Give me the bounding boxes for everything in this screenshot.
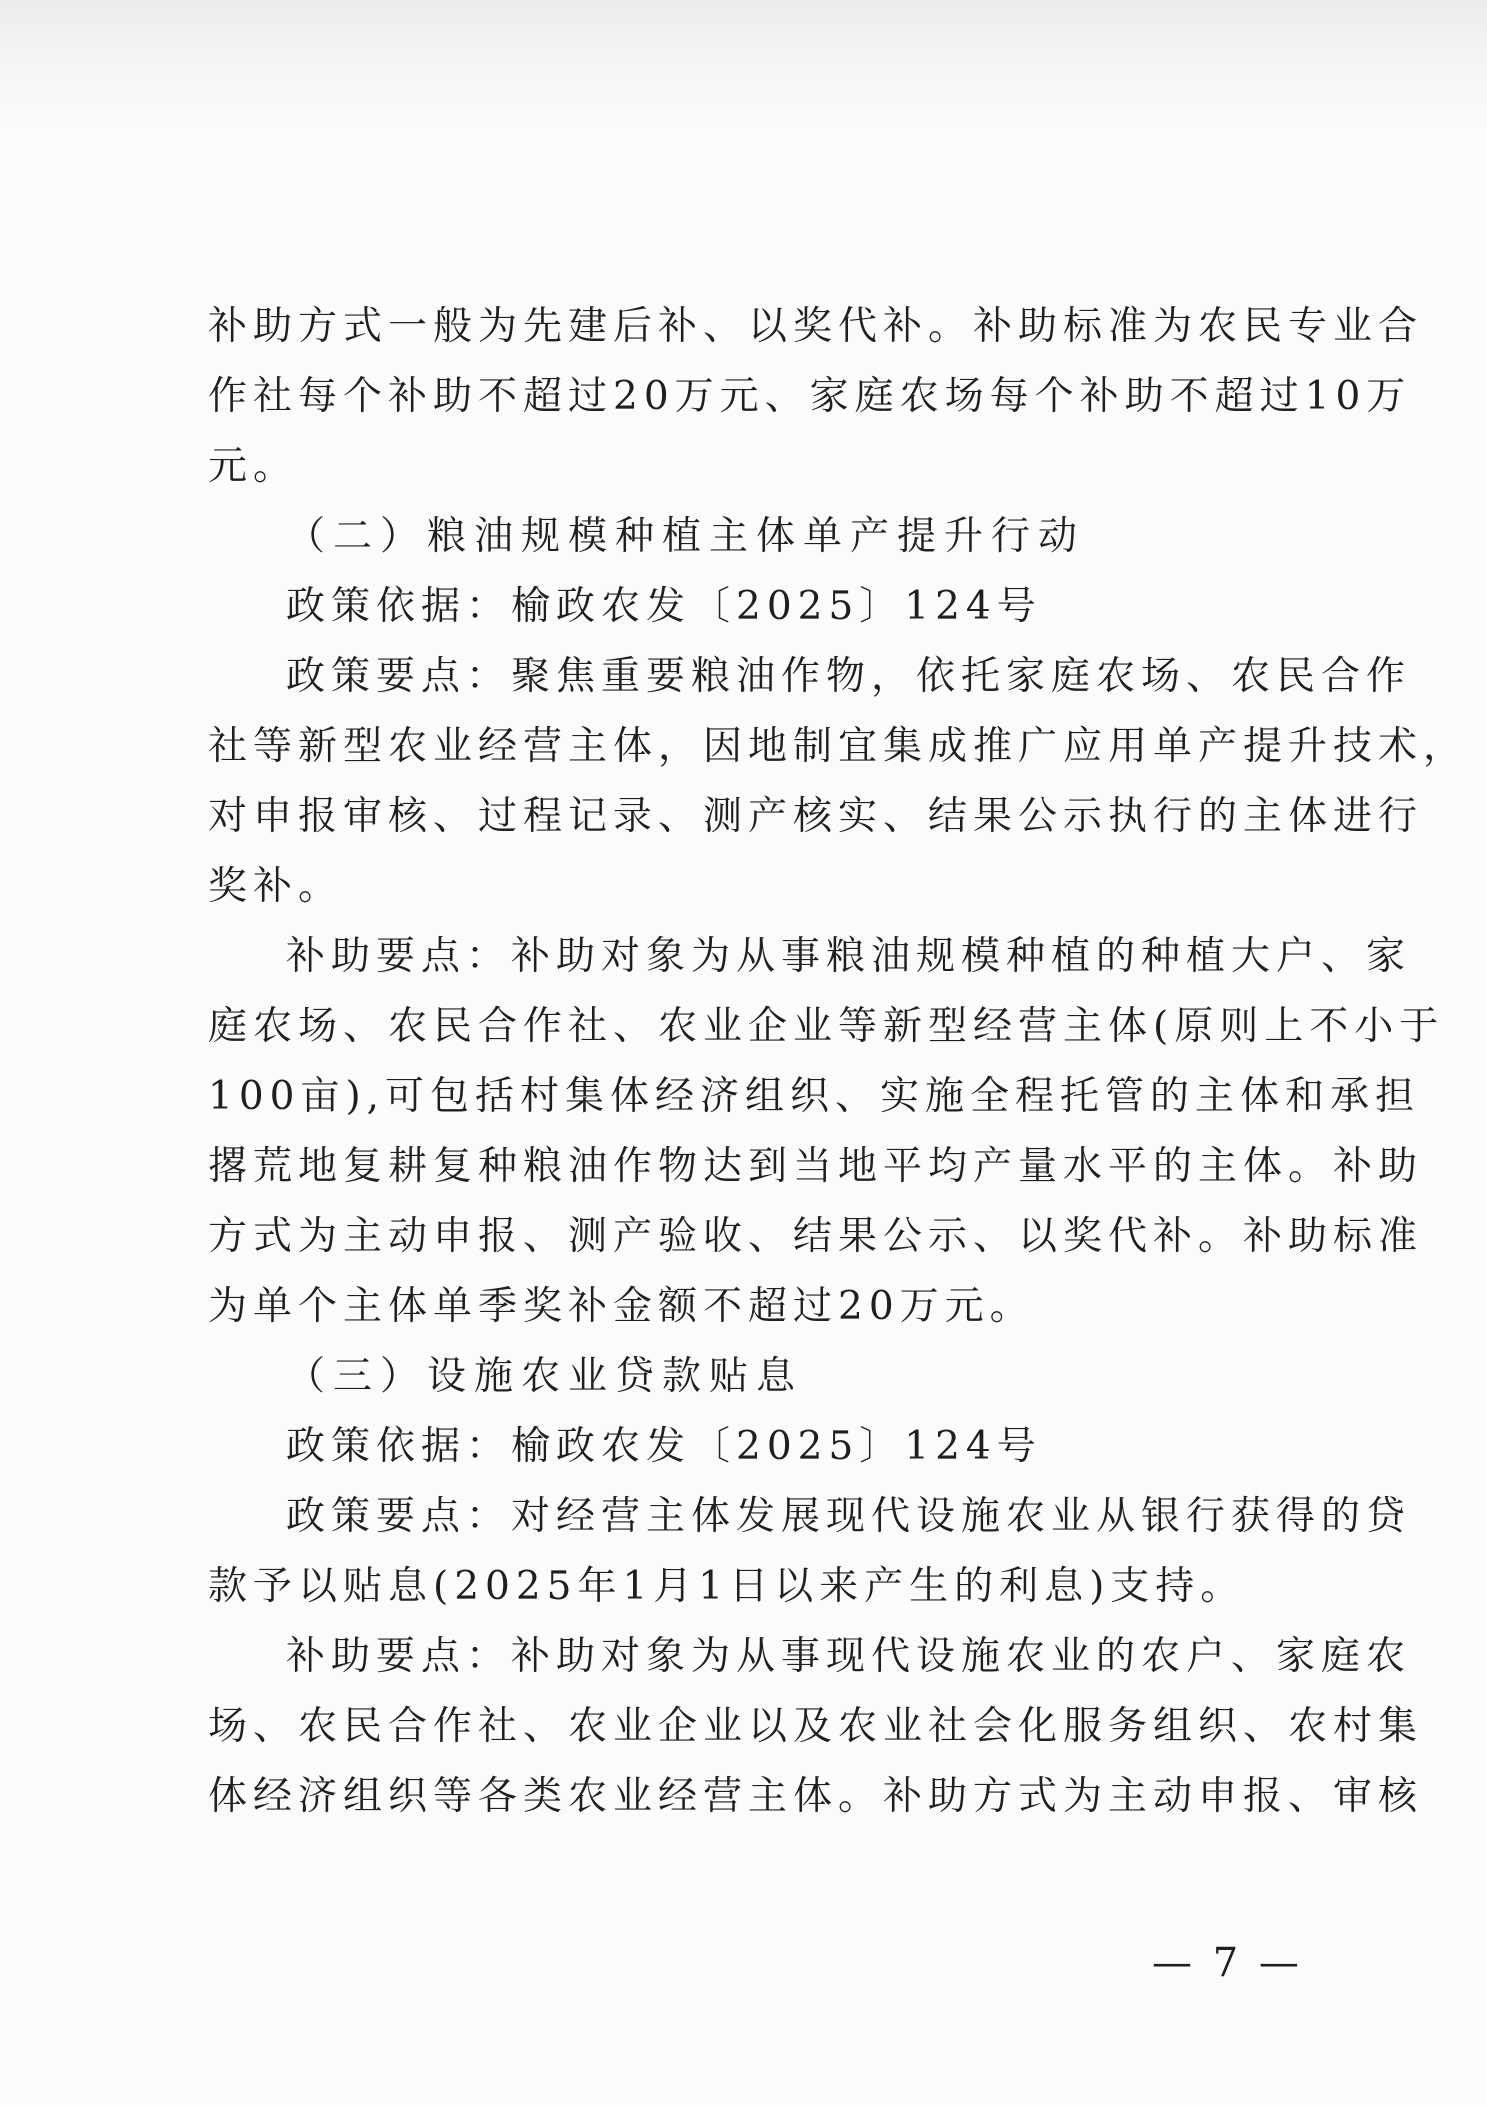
paragraph-line: 社等新型农业经营主体，因地制宜集成推广应用单产提升技术，	[208, 724, 1469, 769]
section-heading: （三）设施农业贷款贴息	[286, 1354, 804, 1399]
paragraph-line: 场、农民合作社、农业企业以及农业社会化服务组织、农村集	[208, 1704, 1424, 1749]
paragraph-line: 元。	[208, 444, 299, 489]
paragraph-line: 补助方式一般为先建后补、以奖代补。补助标准为农民专业合	[208, 304, 1424, 349]
paragraph-line: 撂荒地复耕复种粮油作物达到当地平均产量水平的主体。补助	[208, 1144, 1424, 1189]
paragraph-line: 政策要点：对经营主体发展现代设施农业从银行获得的贷	[286, 1494, 1412, 1539]
scan-shadow	[0, 0, 1487, 130]
policy-basis: 政策依据：榆政农发〔2025〕124号	[286, 584, 1042, 629]
paragraph-line: 100亩),可包括村集体经济组织、实施全程托管的主体和承担	[208, 1074, 1421, 1119]
document-body	[208, 292, 1469, 1832]
paragraph-line: 作社每个补助不超过20万元、家庭农场每个补助不超过10万	[208, 374, 1412, 419]
paragraph-line: 款予以贴息(2025年1月1日以来产生的利息)支持。	[208, 1564, 1246, 1609]
paragraph-line: 体经济组织等各类农业经营主体。补助方式为主动申报、审核	[208, 1774, 1424, 1819]
section-heading: （二）粮油规模种植主体单产提升行动	[286, 514, 1086, 559]
paragraph-line: 庭农场、农民合作社、农业企业等新型经营主体(原则上不小于	[208, 1004, 1445, 1049]
paragraph-line: 方式为主动申报、测产验收、结果公示、以奖代补。补助标准	[208, 1214, 1424, 1259]
paragraph-line: 奖补。	[208, 864, 344, 909]
paragraph-line: 补助要点：补助对象为从事现代设施农业的农户、家庭农	[286, 1634, 1412, 1679]
page-number: — 7 —	[1152, 1940, 1303, 1986]
policy-basis: 政策依据：榆政农发〔2025〕124号	[286, 1424, 1042, 1469]
paragraph-line: 补助要点：补助对象为从事粮油规模种植的种植大户、家	[286, 934, 1412, 979]
paragraph-line: 为单个主体单季奖补金额不超过20万元。	[208, 1284, 1035, 1329]
paragraph-line: 对申报审核、过程记录、测产核实、结果公示执行的主体进行	[208, 794, 1424, 839]
paragraph-line: 政策要点：聚焦重要粮油作物，依托家庭农场、农民合作	[286, 654, 1412, 699]
